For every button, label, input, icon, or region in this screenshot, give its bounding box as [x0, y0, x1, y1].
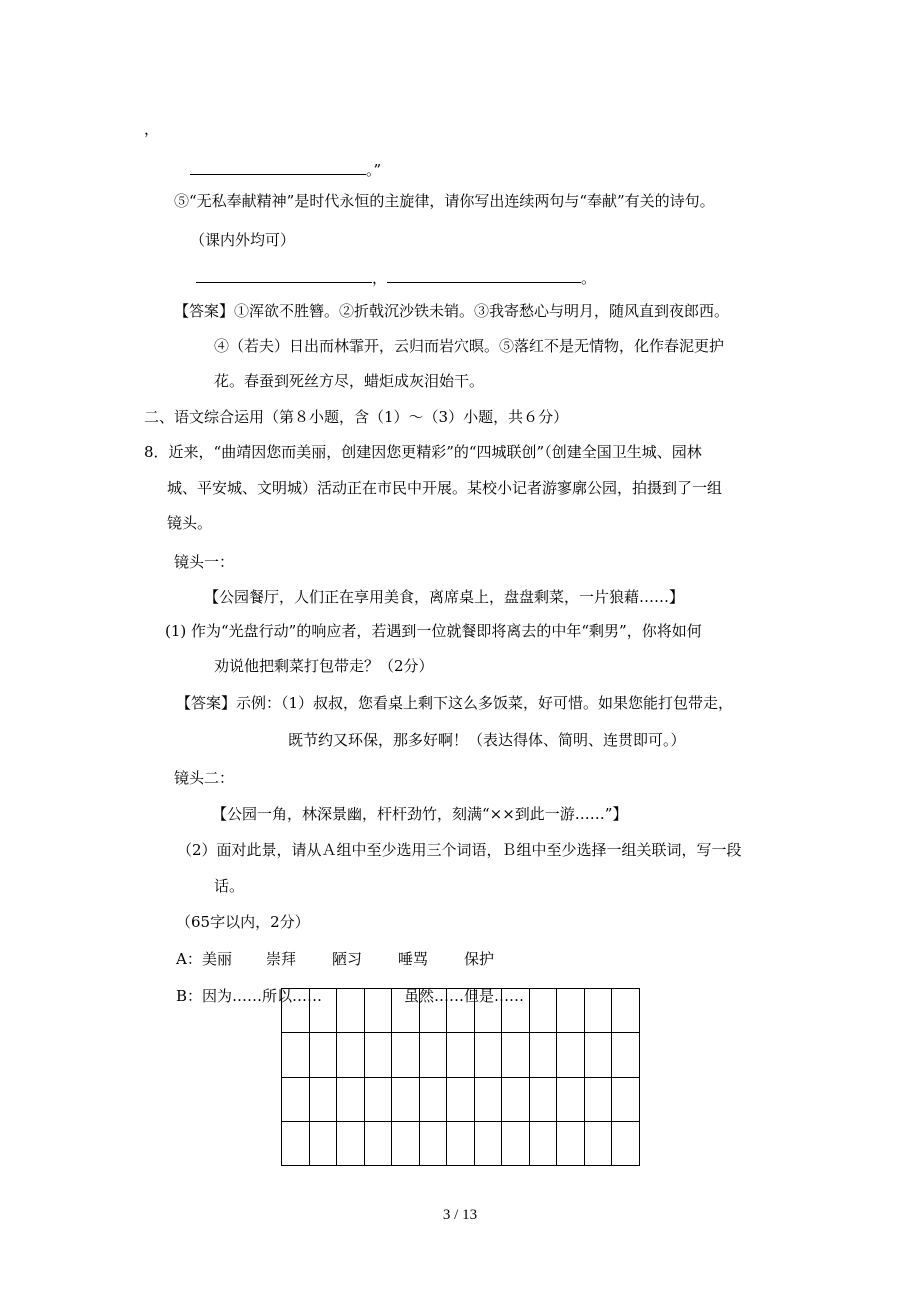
question-8-line3: 镜头。	[167, 514, 213, 532]
grid-cell[interactable]	[282, 1121, 310, 1165]
grid-cell[interactable]	[502, 989, 530, 1033]
section-2-title: 二、语文综合运用（第８小题，含（1）～（3）小题，共６分）	[144, 408, 569, 426]
group-a-word: 陋习	[332, 950, 363, 968]
answer-2-line2: 既节约又环保，那多好啊！（表达得体、简明、连贯即可。）	[288, 731, 686, 749]
grid-cell[interactable]	[392, 1077, 420, 1121]
grid-cell[interactable]	[612, 1033, 640, 1077]
question-5-blanks	[196, 268, 596, 286]
answer-1-line2: ④（若夫）日出而林霏开，云归而岩穴暝。⑤落红不是无情物，化作春泥更护	[214, 337, 725, 355]
grid-cell[interactable]	[392, 1033, 420, 1077]
grid-cell[interactable]	[447, 1121, 475, 1165]
grid-cell[interactable]	[282, 989, 310, 1033]
grid-row	[282, 1077, 640, 1121]
grid-cell[interactable]	[282, 1077, 310, 1121]
grid-cell[interactable]	[557, 989, 585, 1033]
grid-cell[interactable]	[612, 1121, 640, 1165]
blank-end: 。	[581, 269, 597, 287]
answer-blank[interactable]	[387, 268, 581, 283]
sub-question-1-line1: (1) 作为“光盘行动”的响应者，若遇到一位就餐即将离去的中年“剩男”，你将如何	[165, 622, 702, 640]
grid-row	[282, 1033, 640, 1077]
grid-cell[interactable]	[557, 1121, 585, 1165]
group-a-row	[176, 952, 504, 967]
question-5-line1: ⑤“无私奉献精神”是时代永恒的主旋律，请你写出连续两句与“奉献”有关的诗句。	[174, 192, 715, 210]
group-a-word: 唾骂	[398, 950, 429, 968]
group-b-pair: 虽然……但是……	[404, 987, 525, 1005]
question-8-line2: 城、平安城、文明城）活动正在市民中开展。某校小记者游寥廓公园，拍摄到了一组	[167, 479, 723, 497]
grid-cell[interactable]	[502, 1121, 530, 1165]
group-b-label: B：	[176, 987, 203, 1005]
answer-blank[interactable]	[190, 160, 366, 175]
grid-cell[interactable]	[419, 1121, 447, 1165]
grid-cell[interactable]	[529, 1033, 557, 1077]
grid-cell[interactable]	[392, 989, 420, 1033]
answer-1-line1: 【答案】①浑欲不胜簪。②折戟沉沙铁未销。③我寄愁心与明月，随风直到夜郎西。	[174, 302, 730, 320]
fragment-comma: ，	[144, 120, 160, 138]
shot-1-label: 镜头一：	[174, 553, 235, 571]
grid-cell[interactable]	[584, 1121, 612, 1165]
group-b-pair: 因为……所以……	[202, 987, 323, 1005]
grid-cell[interactable]	[364, 1033, 392, 1077]
grid-cell[interactable]	[529, 989, 557, 1033]
grid-cell[interactable]	[474, 1121, 502, 1165]
grid-cell[interactable]	[419, 1033, 447, 1077]
blank-close-quote: 。”	[366, 161, 382, 179]
grid-cell[interactable]	[364, 989, 392, 1033]
grid-cell[interactable]	[474, 989, 502, 1033]
grid-cell[interactable]	[419, 1077, 447, 1121]
group-a-word: 崇拜	[266, 950, 297, 968]
writing-grid[interactable]	[281, 988, 640, 1166]
grid-cell[interactable]	[337, 1121, 365, 1165]
question-8-line1: 8．近来，“曲靖因您而美丽，创建因您更精彩”的“四城联创”（创建全国卫生城、园林	[144, 443, 702, 461]
sub-question-2-line1: （2）面对此景，请从Ａ组中至少选用三个词语，Ｂ组中至少选择一组关联词，写一段	[177, 841, 742, 859]
grid-cell[interactable]	[557, 1077, 585, 1121]
grid-cell[interactable]	[447, 989, 475, 1033]
grid-cell[interactable]	[309, 989, 337, 1033]
grid-row	[282, 1121, 640, 1165]
grid-cell[interactable]	[474, 1077, 502, 1121]
grid-cell[interactable]	[364, 1077, 392, 1121]
grid-cell[interactable]	[392, 1121, 420, 1165]
grid-cell[interactable]	[309, 1121, 337, 1165]
grid-cell[interactable]	[502, 1033, 530, 1077]
grid-cell[interactable]	[502, 1077, 530, 1121]
grid-cell[interactable]	[584, 1077, 612, 1121]
question-5-line2: （课内外均可）	[190, 231, 296, 249]
shot-2-label: 镜头二：	[174, 769, 235, 787]
answer-blank[interactable]	[196, 268, 372, 283]
grid-cell[interactable]	[529, 1077, 557, 1121]
grid-cell[interactable]	[337, 1077, 365, 1121]
grid-cell[interactable]	[447, 1077, 475, 1121]
grid-cell[interactable]	[282, 1033, 310, 1077]
grid-cell[interactable]	[584, 1033, 612, 1077]
grid-cell[interactable]	[419, 989, 447, 1033]
grid-cell[interactable]	[337, 1033, 365, 1077]
grid-cell[interactable]	[447, 1033, 475, 1077]
grid-cell[interactable]	[337, 989, 365, 1033]
grid-cell[interactable]	[584, 989, 612, 1033]
grid-cell[interactable]	[309, 1077, 337, 1121]
group-a-word: 保护	[464, 950, 495, 968]
shot-1-scene: 【公园餐厅，人们正在享用美食，离席桌上，盘盘剩菜，一片狼藉……】	[204, 588, 685, 606]
grid-cell[interactable]	[529, 1121, 557, 1165]
grid-cell[interactable]	[364, 1121, 392, 1165]
group-a-word: 美丽	[202, 950, 233, 968]
grid-row	[282, 989, 640, 1033]
grid-cell[interactable]	[612, 1077, 640, 1121]
sub-question-2-line2: 话。	[214, 877, 245, 895]
answer-2-line1: 【答案】示例：（1）叔叔，您看桌上剩下这么多饭菜，好可惜。如果您能打包带走，	[176, 694, 734, 712]
word-limit-note: （65字以内，2分）	[176, 913, 310, 931]
grid-cell[interactable]	[309, 1033, 337, 1077]
blank-separator: ，	[372, 269, 388, 287]
grid-cell[interactable]	[474, 1033, 502, 1077]
answer-1-line3: 花。春蚕到死丝方尽，蜡炬成灰泪始干。	[214, 372, 485, 390]
page-number: 3 / 13	[442, 1207, 478, 1223]
grid-cell[interactable]	[612, 989, 640, 1033]
group-a-label: A：	[176, 950, 202, 968]
shot-2-scene: 【公园一角，林深景幽，杆杆劲竹，刻满“××到此一游……”】	[212, 805, 628, 823]
blank-line-1	[190, 160, 381, 178]
sub-question-1-line2: 劝说他把剩菜打包带走？（2分）	[214, 657, 434, 675]
grid-cell[interactable]	[557, 1033, 585, 1077]
